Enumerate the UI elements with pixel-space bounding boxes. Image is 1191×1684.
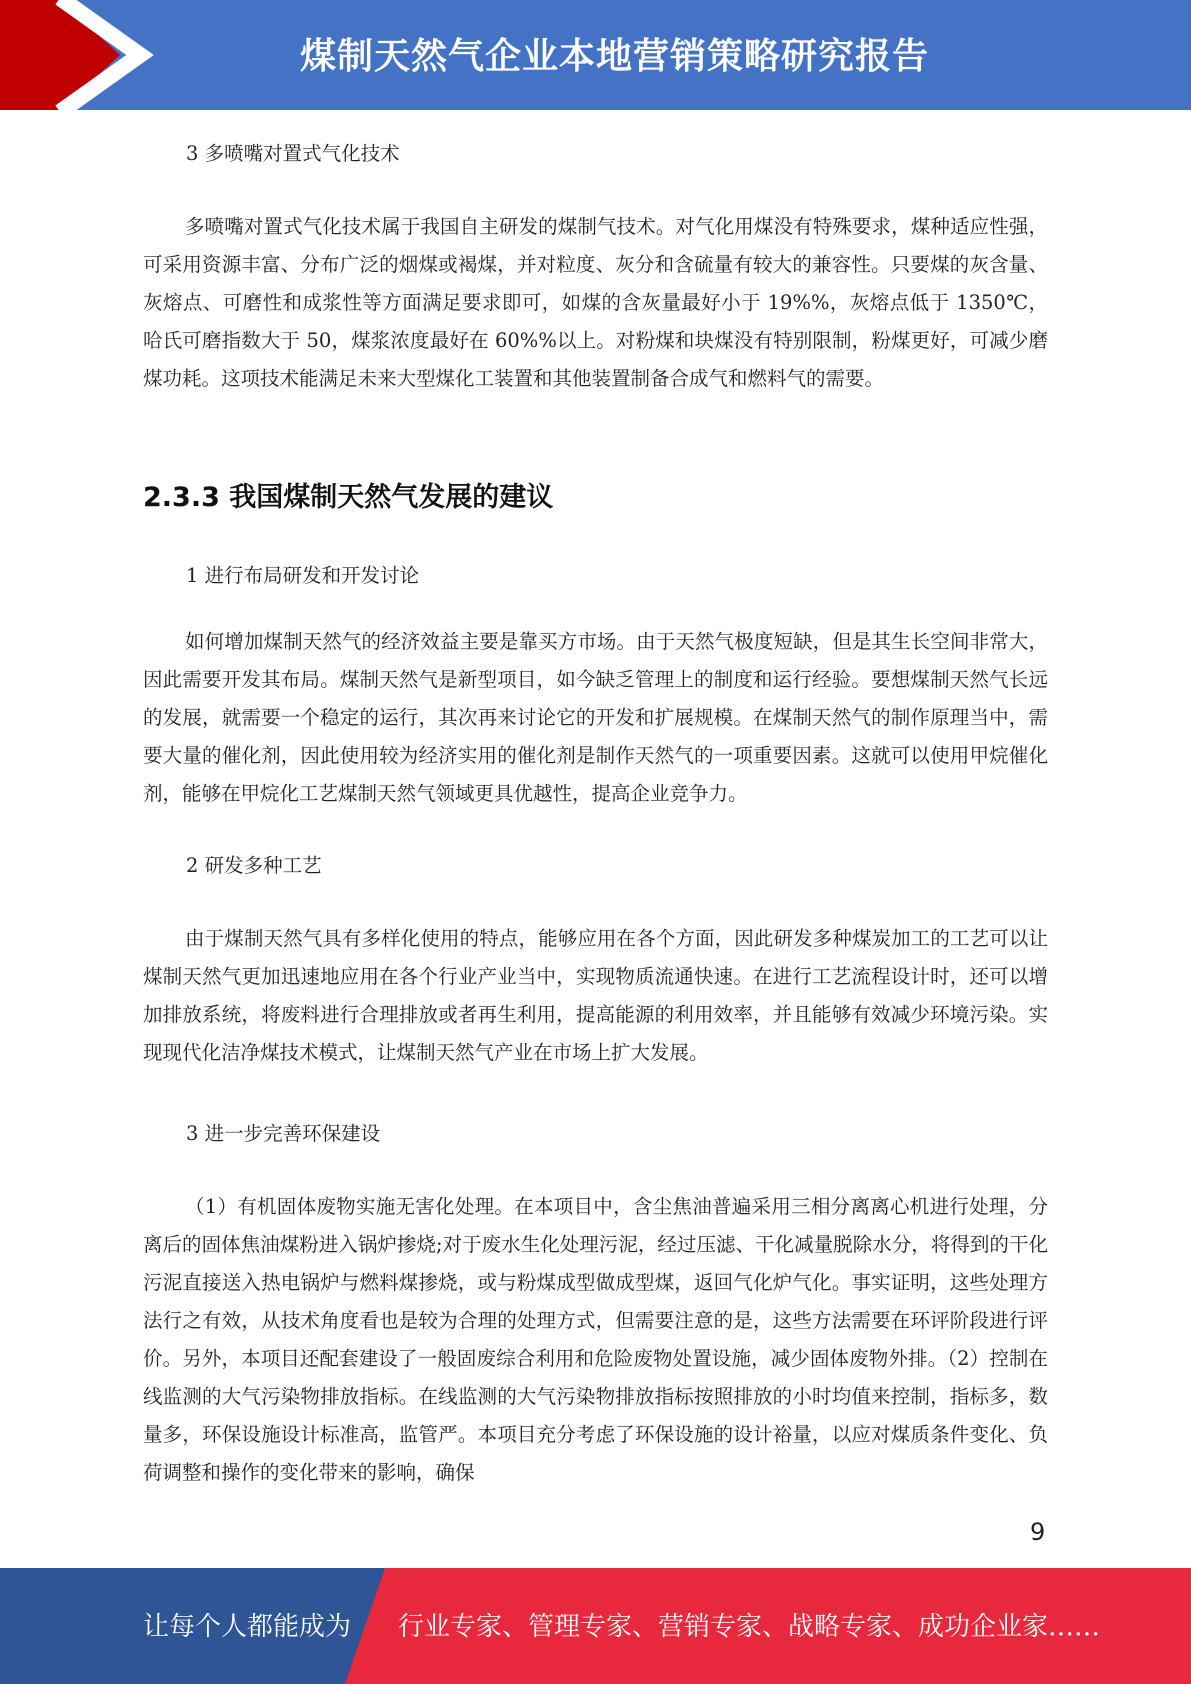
paragraph-environmental: （1）有机固体废物实施无害化处理。在本项目中，含尘焦油普遍采用三相分离离心机进行处理，分离后的固体焦油煤粉进入锅炉掺烧;对于废水生化处理污泥，经过压滤、干化减量脱除水分，将得到的干化污泥直接送入热电锅炉与燃料煤掺烧，或与粉煤成型做成型煤，返回气化炉气化。事实证明，这些处理方法行之有效，从技术角度看也是较为合理的处理方式，但需要注意的是，这些方法需要在环评阶段进行评价。另外，本项目还配套建设了一般固废综合利用和危险废物处置设施，减少固体废物外排。（2）控制在线监测的大气污染物排放指标。在线监测的大气污染物排放指标按照排放的小时均值来控制，指标多，数量多，环保设施设计标准高，监管严。本项目充分考虑了环保设施的设计裕量，以应对煤质条件变化、负荷调整和操作的变化带来的影响，确保 xyxy=(143,1195,1048,1484)
report-title: 煤制天然气企业本地营销策略研究报告 xyxy=(300,36,930,77)
header-arrow-icon xyxy=(0,0,160,110)
page-footer xyxy=(0,1568,1191,1684)
page-number: 9 xyxy=(1030,1518,1046,1546)
paragraph-layout-research: 如何增加煤制天然气的经济效益主要是靠买方市场。由于天然气极度短缺，但是其生长空间非常大，因此需要开发其布局。煤制天然气是新型项目，如今缺乏管理上的制度和运行经验。要想煤制天然气长远的发展，就需要一个稳定的运行，其次再来讨论它的开发和扩展规模。在煤制天然气的制作原理当中，需要大量的催化剂，因此使用较为经济实用的催化剂是制作天然气的一项重要因素。这就可以使用甲烷催化剂，能够在甲烷化工艺煤制天然气领域更具优越性，提高企业竞争力。 xyxy=(143,630,1048,805)
section-heading-2-3-3: 2.3.3 我国煤制天然气发展的建议 xyxy=(143,482,554,513)
paragraph-multiple-processes: 由于煤制天然气具有多样化使用的特点，能够应用在各个方面，因此研发多种煤炭加工的工艺可以让煤制天然气更加迅速地应用在各个行业产业当中，实现物质流通快速。在进行工艺流程设计时，还可以增加排放系统，将废料进行合理排放或者再生利用，提高能源的利用效率，并且能够有效减少环境污染。实现现代化洁净煤技术模式，让煤制天然气产业在市场上扩大发展。 xyxy=(143,927,1048,1064)
page-header xyxy=(0,0,1191,110)
paragraph-multi-nozzle: 多喷嘴对置式气化技术属于我国自主研发的煤制气技术。对气化用煤没有特殊要求，煤种适应性强，可采用资源丰富、分布广泛的烟煤或褐煤，并对粒度、灰分和含硫量有较大的兼容性。只要煤的灰含量、灰熔点、可磨性和成浆性等方面满足要求即可，如煤的含灰量最好小于 19%%，灰熔点低于 1350℃，哈氏可磨指数大于 50，煤浆浓度最好在 60%%以上。对粉煤和块煤没有特别限制，粉煤更好，可减少磨煤功耗。这项技术能满足未来大型煤化工装置和其他装置制备合成气和燃料气的需要。 xyxy=(143,215,1048,390)
subheading-environmental: 3 进一步完善环保建设 xyxy=(186,1122,381,1145)
footer-slogan-right: 行业专家、管理专家、营销专家、战略专家、成功企业家…… xyxy=(398,1612,1101,1642)
footer-slogan-left: 让每个人都能成为 xyxy=(143,1612,352,1642)
subheading-multi-nozzle: 3 多喷嘴对置式气化技术 xyxy=(186,142,400,165)
subheading-multiple-processes: 2 研发多种工艺 xyxy=(186,854,322,877)
subheading-layout-research: 1 进行布局研发和开发讨论 xyxy=(186,564,420,587)
